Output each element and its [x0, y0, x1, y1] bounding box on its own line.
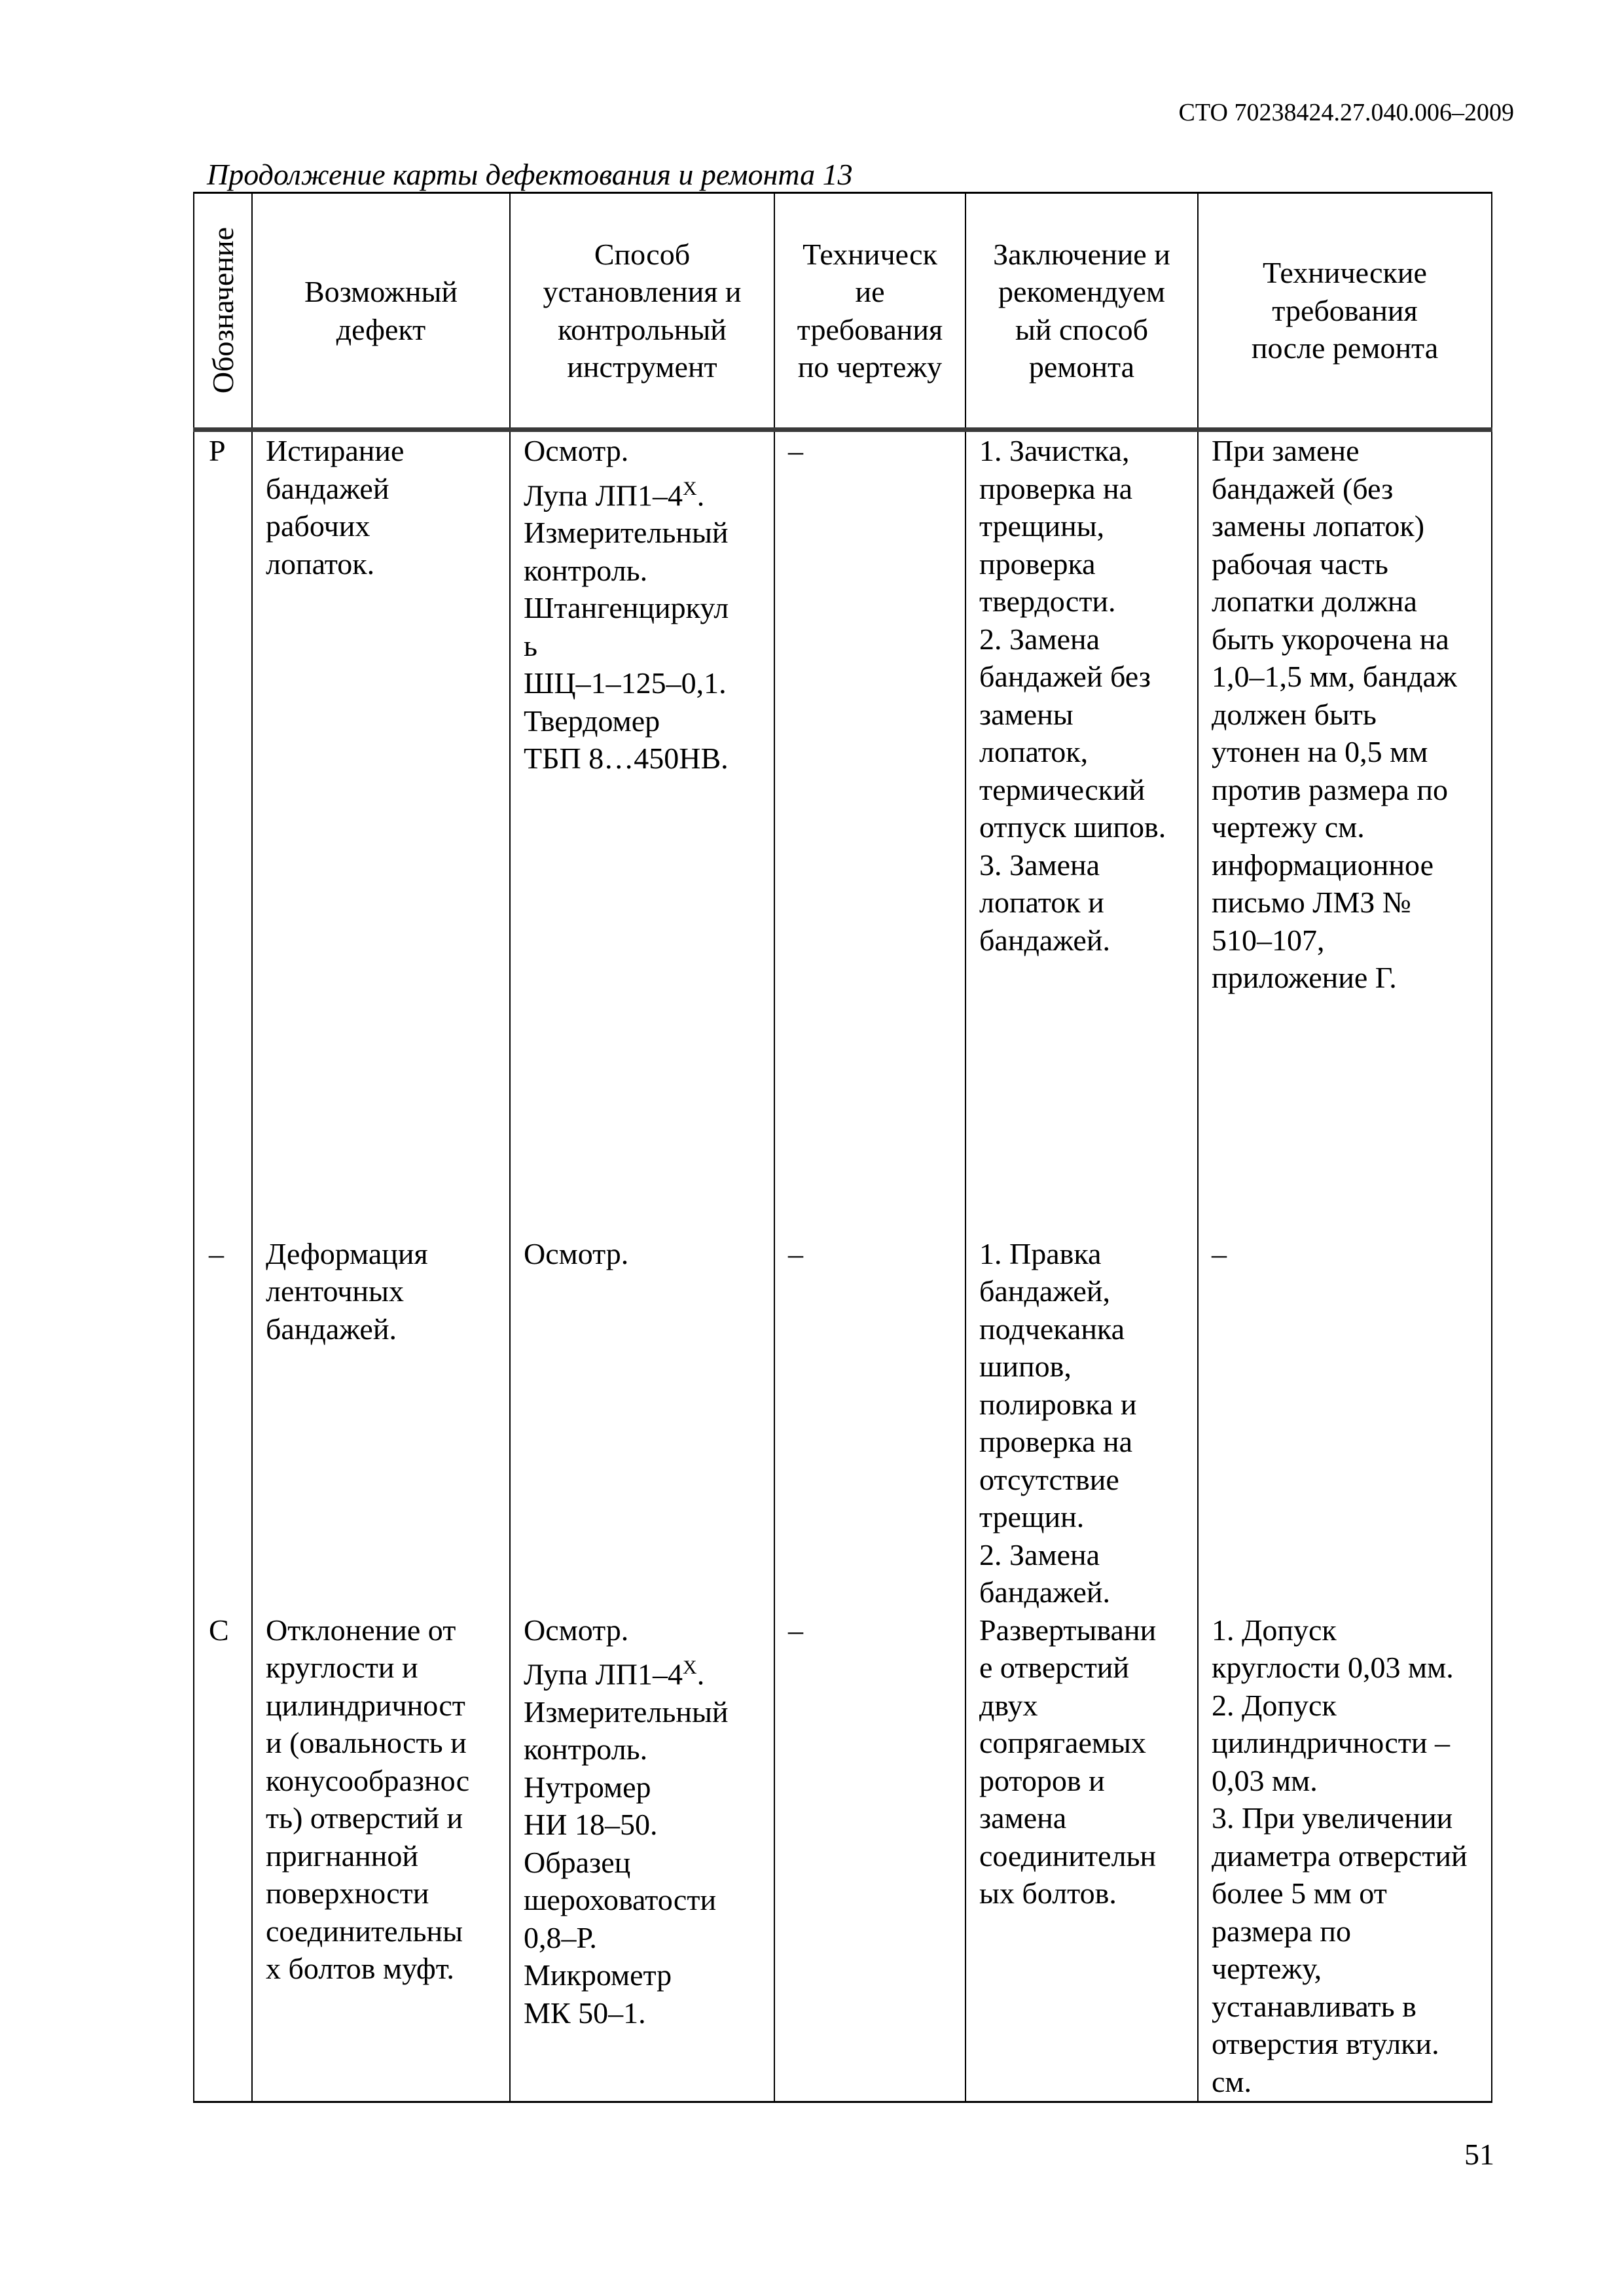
method-text-before: Осмотр. Лупа ЛП1–4: [524, 434, 683, 512]
cell-method: [510, 430, 774, 1235]
header-conclusion: Заключение и рекомендуем ый способ ремонта: [965, 193, 1198, 430]
header-after-repair: Технические требования после ремонта: [1198, 193, 1492, 430]
magnification-superscript: Х: [683, 1657, 697, 1678]
cell-defect: Деформация ленточных бандажей.: [252, 1235, 510, 1611]
method-text-before: Осмотр. Лупа ЛП1–4: [524, 1613, 683, 1691]
table-caption: Продолжение карты дефектования и ремонта 13: [207, 158, 853, 191]
cell-conclusion: 1. Правка бандажей, подчеканка шипов, полировка и проверка на отсутствие трещин. 2. Замена бандажей.: [965, 1235, 1198, 1611]
method-text-after: . Измерительный контроль. Штангенциркул ь ШЦ–1–125–0,1. Твердомер ТБП 8…450НВ.: [524, 478, 729, 776]
table-row: [194, 430, 1492, 1235]
page-number: 51: [1464, 2138, 1494, 2171]
table-header-row: [194, 193, 1492, 430]
cell-tech-requirements: –: [774, 1235, 965, 1611]
cell-after-repair: При замене бандажей (без замены лопаток) рабочая часть лопатки должна быть укорочена на 1,0–1,5 мм, бандаж должен быть утонен на 0,5 мм против размера по чертежу см. информационное письмо ЛМЗ № 510–107, приложение Г.: [1198, 430, 1492, 1235]
cell-defect: Истирание бандажей рабочих лопаток.: [252, 430, 510, 1235]
header-tech-requirements: Техническ ие требования по чертежу: [774, 193, 965, 430]
cell-method: [510, 1611, 774, 2102]
method-text-before: Осмотр.: [524, 1236, 629, 1270]
cell-designation: С: [194, 1611, 252, 2102]
cell-conclusion: 1. Зачистка, проверка на трещины, проверка твердости. 2. Замена бандажей без замены лопаток, термический отпуск шипов. 3. Замена лопаток и бандажей.: [965, 430, 1198, 1235]
cell-method: [510, 1235, 774, 1611]
magnification-superscript: Х: [683, 477, 697, 499]
cell-designation: Р: [194, 430, 252, 1235]
header-designation: [194, 193, 252, 430]
header-defect: Возможный дефект: [252, 193, 510, 430]
cell-defect: Отклонение от круглости и цилиндричност и (овальность и конусообразнос ть) отверстий и пригнанной поверхности соединительны х болтов муфт.: [252, 1611, 510, 2102]
table-row: [194, 1611, 1492, 2102]
cell-tech-requirements: –: [774, 430, 965, 1235]
cell-tech-requirements: –: [774, 1611, 965, 2102]
table-row: [194, 1235, 1492, 1611]
cell-conclusion: Развертывани е отверстий двух сопрягаемых роторов и замена соединительн ых болтов.: [965, 1611, 1198, 2102]
document-code: СТО 70238424.27.040.006–2009: [1178, 99, 1514, 126]
defect-repair-table: [193, 192, 1492, 2103]
cell-after-repair: –: [1198, 1235, 1492, 1611]
header-designation-label: Обозначение: [206, 227, 240, 394]
cell-designation: –: [194, 1235, 252, 1611]
header-method: Способ установления и контрольный инструмент: [510, 193, 774, 430]
cell-after-repair: 1. Допуск круглости 0,03 мм. 2. Допуск цилиндричности – 0,03 мм. 3. При увеличении диаметра отверстий более 5 мм от размера по чертежу, устанавливать в отверстия втулки. см.: [1198, 1611, 1492, 2102]
method-text-after: . Измерительный контроль. Нутромер НИ 18–50. Образец шероховатости 0,8–Р. Микрометр МК 50–1.: [524, 1657, 729, 2030]
